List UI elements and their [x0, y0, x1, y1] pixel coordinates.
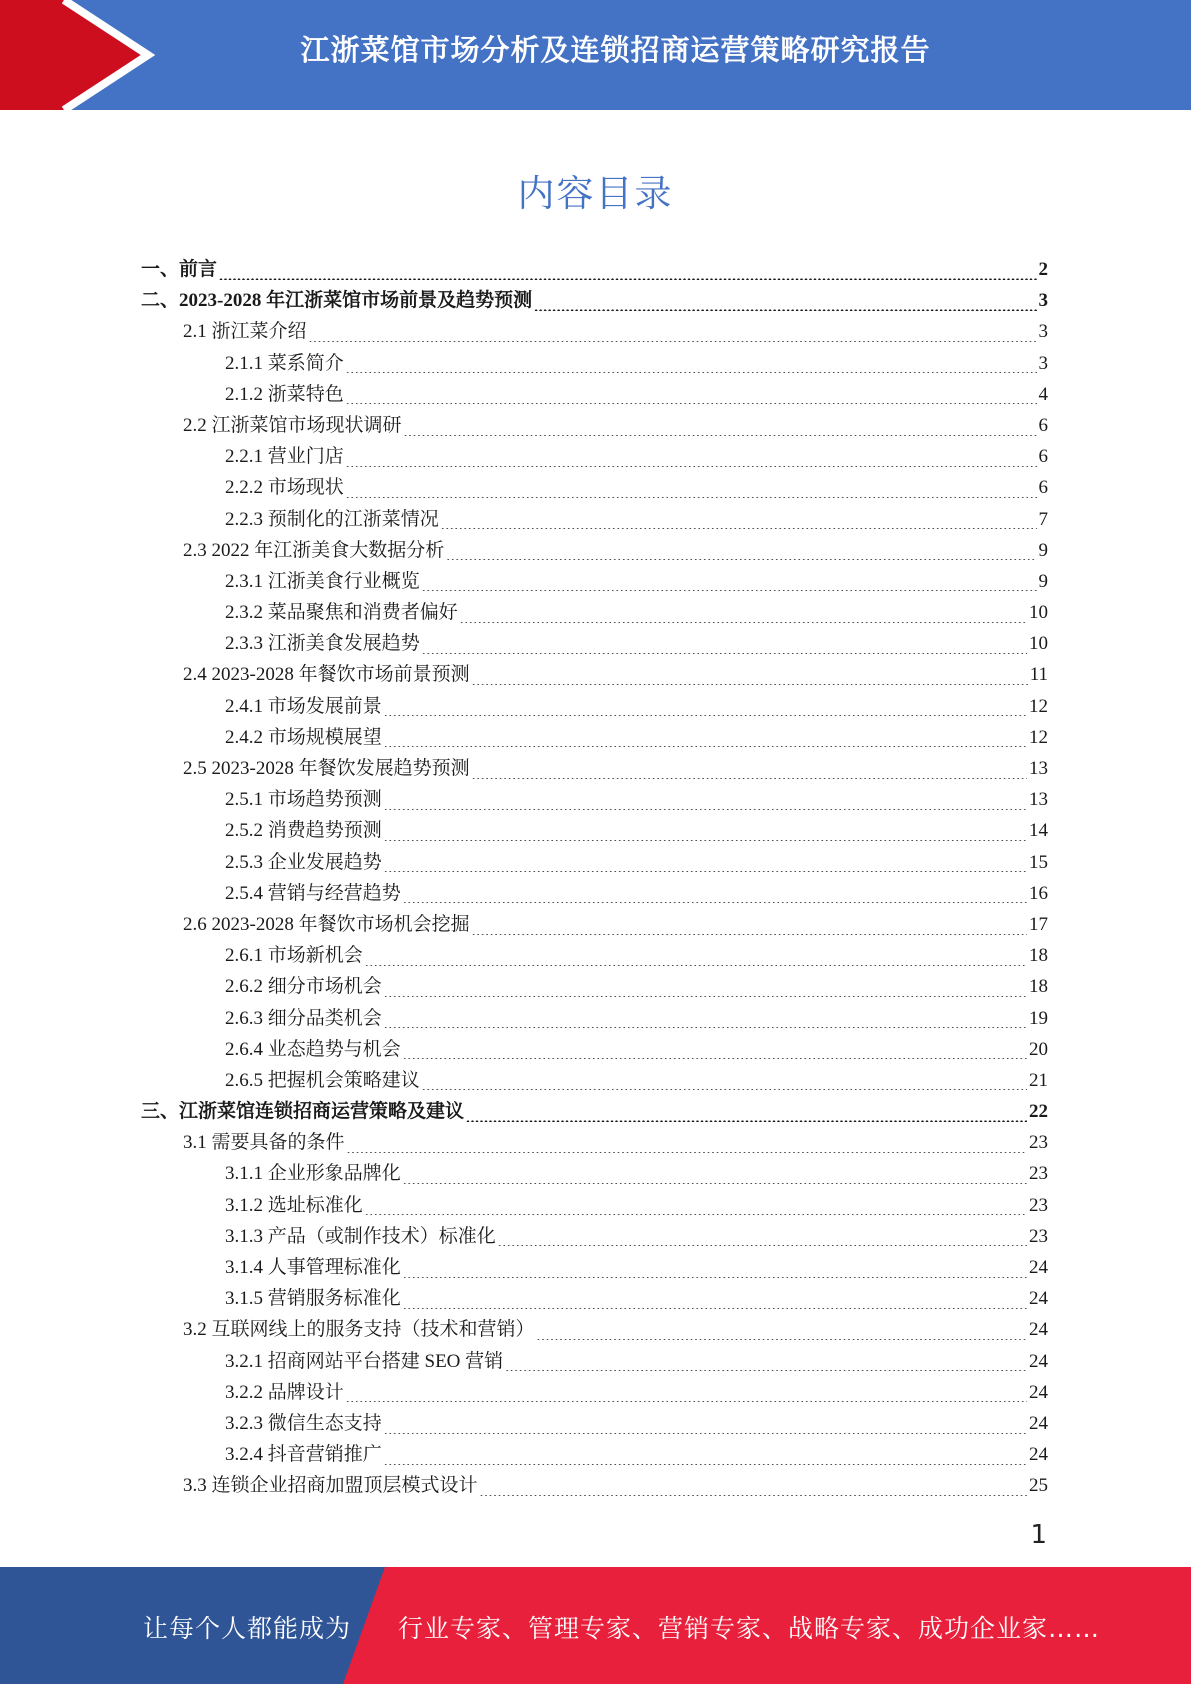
toc-dot-leader: [472, 665, 1028, 685]
toc-dot-leader: [446, 540, 1036, 560]
toc-entry[interactable]: [141, 1346, 1048, 1377]
toc-entry-title: 2.3.2 菜品聚焦和消费者偏好: [225, 602, 458, 624]
toc-dot-leader: [460, 603, 1027, 623]
toc-entry-page: 16: [1029, 882, 1048, 904]
toc-dot-leader: [219, 260, 1036, 280]
toc-entry-page: 15: [1029, 851, 1048, 873]
toc-entry-page: 21: [1029, 1069, 1048, 1091]
toc-entry-page: 6: [1038, 414, 1048, 436]
toc-entry[interactable]: [141, 1377, 1048, 1408]
toc-entry-title: 2.5.2 消费趋势预测: [225, 820, 382, 842]
toc-entry-page: 9: [1038, 539, 1048, 561]
toc-dot-leader: [404, 416, 1037, 436]
toc-entry-page: 6: [1038, 477, 1048, 499]
toc-entry-title: 3.2.3 微信生态支持: [225, 1412, 382, 1434]
toc-entry[interactable]: [141, 1096, 1048, 1127]
footer-banner: [0, 1567, 1191, 1684]
toc-entry[interactable]: [141, 815, 1048, 846]
toc-entry[interactable]: [141, 254, 1048, 285]
toc-entry-title: 3.2 互联网线上的服务支持（技术和营销）: [183, 1319, 535, 1341]
toc-entry-page: 25: [1029, 1475, 1048, 1497]
toc-entry-page: 22: [1029, 1101, 1048, 1123]
toc-dot-leader: [384, 977, 1027, 997]
toc-entry-page: 13: [1029, 789, 1048, 811]
toc-entry-title: 2.4 2023-2028 年餐饮市场前景预测: [183, 664, 470, 686]
toc-dot-leader: [384, 1445, 1027, 1465]
toc-dot-leader: [441, 509, 1037, 529]
toc-dot-leader: [480, 1476, 1027, 1496]
toc-entry-page: 24: [1029, 1319, 1048, 1341]
toc-dot-leader: [384, 1008, 1027, 1028]
toc-entry-title: 3.3 连锁企业招商加盟顶层模式设计: [183, 1475, 478, 1497]
toc-dot-leader: [505, 1351, 1027, 1371]
toc-entry-page: 24: [1029, 1257, 1048, 1278]
toc-dot-leader: [384, 696, 1027, 716]
toc-entry[interactable]: [141, 784, 1048, 815]
toc-entry[interactable]: [141, 847, 1048, 878]
toc-dot-leader: [365, 1195, 1027, 1215]
toc-entry-page: 18: [1029, 945, 1048, 967]
toc-entry-title: 2.5.3 企业发展趋势: [225, 851, 382, 873]
toc-entry-page: 19: [1029, 1007, 1048, 1029]
toc-entry-page: 23: [1029, 1225, 1048, 1247]
toc-entry-title: 2.3.3 江浙美食发展趋势: [225, 633, 420, 655]
toc-entry-page: 20: [1029, 1038, 1048, 1060]
toc-entry[interactable]: [141, 379, 1048, 410]
toc-entry-title: 2.3.1 江浙美食行业概览: [225, 570, 420, 592]
toc-entry[interactable]: [141, 1314, 1048, 1345]
toc-dot-leader: [309, 322, 1037, 342]
toc-entry-title: 3.1.2 选址标准化: [225, 1194, 363, 1216]
toc-entry-page: 24: [1029, 1444, 1048, 1466]
toc-dot-leader: [466, 1102, 1027, 1122]
toc-dot-leader: [403, 1164, 1027, 1184]
toc-entry-title: 一、前言: [141, 259, 218, 280]
toc-entry[interactable]: [141, 1283, 1048, 1314]
toc-entry-title: 3.2.4 抖音营销推广: [225, 1444, 382, 1466]
toc-entry-title: 2.6.5 把握机会策略建议: [225, 1069, 420, 1091]
toc-entry-title: 2.1.1 菜系简介: [225, 352, 344, 374]
header-banner: [0, 0, 1191, 110]
toc-dot-leader: [403, 1258, 1027, 1278]
toc-entry-title: 三、江浙菜馆连锁招商运营策略及建议: [141, 1101, 465, 1123]
toc-entry-page: 18: [1029, 976, 1048, 998]
toc-dot-leader: [384, 727, 1027, 747]
toc-entry-page: 2: [1038, 259, 1048, 280]
toc-entry-page: 24: [1029, 1381, 1048, 1403]
toc-dot-leader: [384, 852, 1027, 872]
toc-entry-title: 3.1.1 企业形象品牌化: [225, 1163, 401, 1185]
toc-entry[interactable]: [141, 691, 1048, 722]
toc-dot-leader: [422, 571, 1037, 591]
toc-entry[interactable]: [141, 722, 1048, 753]
toc-entry[interactable]: [141, 316, 1048, 347]
toc-entry[interactable]: [141, 1158, 1048, 1189]
toc-entry-page: 23: [1029, 1163, 1048, 1185]
toc-entry-page: 10: [1029, 633, 1048, 655]
toc-entry[interactable]: [141, 1003, 1048, 1034]
toc-entry-page: 13: [1029, 758, 1048, 779]
toc-entry[interactable]: [141, 285, 1048, 316]
toc-entry[interactable]: [141, 1065, 1048, 1096]
footer-slogan-right: 行业专家、管理专家、营销专家、战略专家、成功企业家……: [398, 1614, 1101, 1643]
toc-dot-leader: [537, 1320, 1027, 1340]
toc-dot-leader: [498, 1226, 1027, 1246]
toc-entry-title: 3.1 需要具备的条件: [183, 1132, 345, 1154]
toc-dot-leader: [422, 634, 1027, 654]
toc-entry[interactable]: [141, 348, 1048, 379]
toc-dot-leader: [403, 1039, 1027, 1059]
toc-entry[interactable]: [141, 1470, 1048, 1501]
toc-entry-page: 7: [1038, 508, 1048, 530]
toc-dot-leader: [472, 759, 1027, 779]
toc-entry-title: 2.2.1 营业门店: [225, 446, 344, 468]
toc-entry-page: 9: [1038, 570, 1048, 592]
toc-entry-page: 4: [1038, 383, 1048, 405]
toc-entry-title: 2.2 江浙菜馆市场现状调研: [183, 414, 402, 436]
toc-heading: 内容目录: [517, 172, 674, 215]
toc-entry-page: 14: [1029, 820, 1048, 842]
toc-entry[interactable]: [141, 410, 1048, 441]
toc-dot-leader: [384, 821, 1027, 841]
toc-entry[interactable]: [141, 535, 1048, 566]
toc-entry-page: 24: [1029, 1288, 1048, 1310]
toc-entry-title: 2.1.2 浙菜特色: [225, 383, 344, 405]
toc-entry-title: 2.4.2 市场规模展望: [225, 726, 382, 748]
page-number: 1: [1030, 1520, 1047, 1550]
toc-entry-page: 6: [1038, 446, 1048, 468]
toc-entry[interactable]: [141, 878, 1048, 909]
toc-entry-title: 3.2.2 品牌设计: [225, 1381, 344, 1403]
toc-entry[interactable]: [141, 659, 1048, 690]
toc-entry-page: 3: [1038, 290, 1048, 312]
toc-entry-title: 2.2.3 预制化的江浙菜情况: [225, 508, 439, 530]
toc-entry-page: 23: [1029, 1194, 1048, 1216]
toc-entry-page: 17: [1029, 913, 1048, 935]
toc-dot-leader: [403, 883, 1027, 903]
footer-slogan-left: 让每个人都能成为: [143, 1614, 352, 1643]
toc-entry[interactable]: [141, 628, 1048, 659]
toc-entry[interactable]: [141, 1127, 1048, 1158]
toc-entry-title: 3.1.4 人事管理标准化: [225, 1257, 401, 1278]
toc-entry-title: 2.1 浙江菜介绍: [183, 321, 307, 343]
toc-entry-page: 11: [1029, 664, 1048, 686]
toc-dot-leader: [346, 478, 1037, 498]
toc-entry[interactable]: [141, 1408, 1048, 1439]
toc-entry[interactable]: [141, 597, 1048, 628]
toc-entry[interactable]: [141, 1439, 1048, 1470]
toc-entry[interactable]: [141, 1221, 1048, 1252]
toc-entry-page: 10: [1029, 602, 1048, 624]
toc-dot-leader: [346, 384, 1037, 404]
toc-entry-title: 2.5.4 营销与经营趋势: [225, 882, 401, 904]
toc-entry-page: 3: [1038, 352, 1048, 374]
toc-entry-title: 2.6.3 细分品类机会: [225, 1007, 382, 1029]
toc-dot-leader: [422, 1070, 1027, 1090]
toc-dot-leader: [384, 790, 1027, 810]
toc-dot-leader: [346, 447, 1037, 467]
toc-entry-title: 2.5.1 市场趋势预测: [225, 789, 382, 811]
toc-entry-title: 2.4.1 市场发展前景: [225, 695, 382, 717]
toc-dot-leader: [365, 946, 1027, 966]
toc-entry[interactable]: [141, 1252, 1048, 1283]
toc-entry-title: 3.1.5 营销服务标准化: [225, 1288, 401, 1310]
toc-entry-page: 24: [1029, 1412, 1048, 1434]
toc-entry-page: 24: [1029, 1350, 1048, 1372]
toc-entry[interactable]: [141, 1034, 1048, 1065]
toc-entry-title: 3.2.1 招商网站平台搭建 SEO 营销: [225, 1350, 504, 1372]
toc-dot-leader: [346, 353, 1037, 373]
toc-entry-title: 2.5 2023-2028 年餐饮发展趋势预测: [183, 758, 470, 779]
toc-dot-leader: [346, 1382, 1027, 1402]
toc-entry-title: 2.6.1 市场新机会: [225, 945, 363, 967]
toc-entry-page: 23: [1029, 1132, 1048, 1154]
toc-entry[interactable]: [141, 940, 1048, 971]
toc-dot-leader: [534, 291, 1036, 311]
toc-entry[interactable]: [141, 753, 1048, 784]
toc-entry[interactable]: [141, 909, 1048, 940]
toc-dot-leader: [403, 1289, 1027, 1309]
toc-entry-title: 2.6.4 业态趋势与机会: [225, 1038, 401, 1060]
toc-entry-title: 2.3 2022 年江浙美食大数据分析: [183, 539, 445, 561]
toc-entry-title: 2.6.2 细分市场机会: [225, 976, 382, 998]
report-title: 江浙菜馆市场分析及连锁招商运营策略研究报告: [300, 33, 931, 67]
toc-entry-page: 12: [1029, 726, 1048, 748]
toc-entry[interactable]: [141, 971, 1048, 1002]
toc-entry-page: 3: [1038, 321, 1048, 343]
toc-entry[interactable]: [141, 472, 1048, 503]
toc-entry[interactable]: [141, 1190, 1048, 1221]
toc-entry[interactable]: [141, 566, 1048, 597]
toc-dot-leader: [384, 1414, 1027, 1434]
toc-list: [141, 254, 1048, 1502]
toc-entry-title: 二、2023-2028 年江浙菜馆市场前景及趋势预测: [141, 290, 533, 312]
toc-dot-leader: [472, 915, 1027, 935]
toc-entry-title: 2.2.2 市场现状: [225, 477, 344, 499]
toc-entry-title: 3.1.3 产品（或制作技术）标准化: [225, 1225, 496, 1247]
toc-entry[interactable]: [141, 441, 1048, 472]
toc-dot-leader: [347, 1133, 1027, 1153]
toc-entry[interactable]: [141, 504, 1048, 535]
toc-entry-title: 2.6 2023-2028 年餐饮市场机会挖掘: [183, 913, 470, 935]
toc-entry-page: 12: [1029, 695, 1048, 717]
